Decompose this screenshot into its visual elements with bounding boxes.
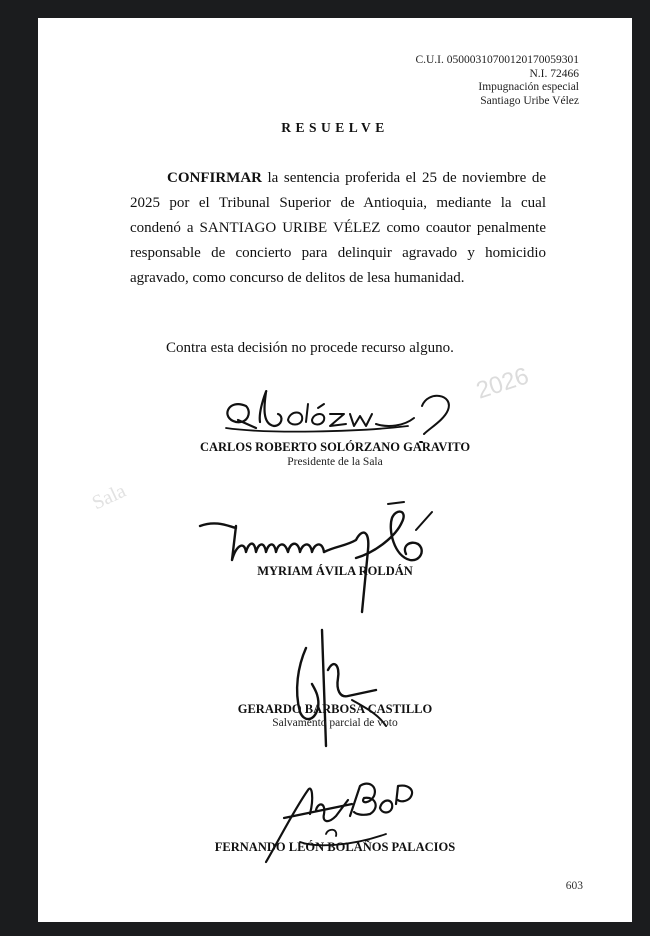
watermark-sala: Sala — [88, 479, 130, 515]
document-page — [38, 18, 632, 922]
signatory-2-name: MYRIAM ÁVILA ROLDÁN — [257, 564, 413, 578]
signatory-3-name: GERARDO BARBOSA CASTILLO — [237, 702, 433, 716]
case-ni: N.I. 72466 — [529, 67, 579, 80]
case-cui: C.U.I. 05000310700120170059301 — [415, 54, 579, 66]
signatory-3-role: Salvamento parcial de voto — [272, 717, 398, 729]
case-type: Impugnación especial — [478, 81, 579, 93]
case-header — [415, 54, 579, 108]
closing-statement: Contra esta decisión no procede recurso alguno. — [166, 340, 454, 356]
resolution-paragraph — [130, 166, 546, 291]
signature-2 — [196, 500, 446, 615]
section-title: RESUELVE — [281, 120, 389, 135]
signatory-1-name: CARLOS ROBERTO SOLÓRZANO GARAVITO — [199, 440, 471, 454]
watermark-year: 2026 — [472, 362, 533, 405]
resolution-text: la sentencia proferida el 25 de noviembre de 2025 por el Tribunal Superior de Antioquia, mediante la cual condenó a SANTIAGO URIBE VÉLEZ como coautor penalmente responsable de concierto para delinquir agravado y homicidio agravado, como concurso de delitos de lesa humanidad. — [130, 170, 546, 286]
signatory-1-role: Presidente de la Sala — [287, 456, 383, 468]
resolution-lead: CONFIRMAR — [167, 170, 262, 186]
case-defendant: Santiago Uribe Vélez — [480, 94, 579, 107]
signatory-4-name: FERNANDO LEÓN BOLAÑOS PALACIOS — [214, 840, 456, 854]
page-number: 603 — [565, 880, 583, 892]
